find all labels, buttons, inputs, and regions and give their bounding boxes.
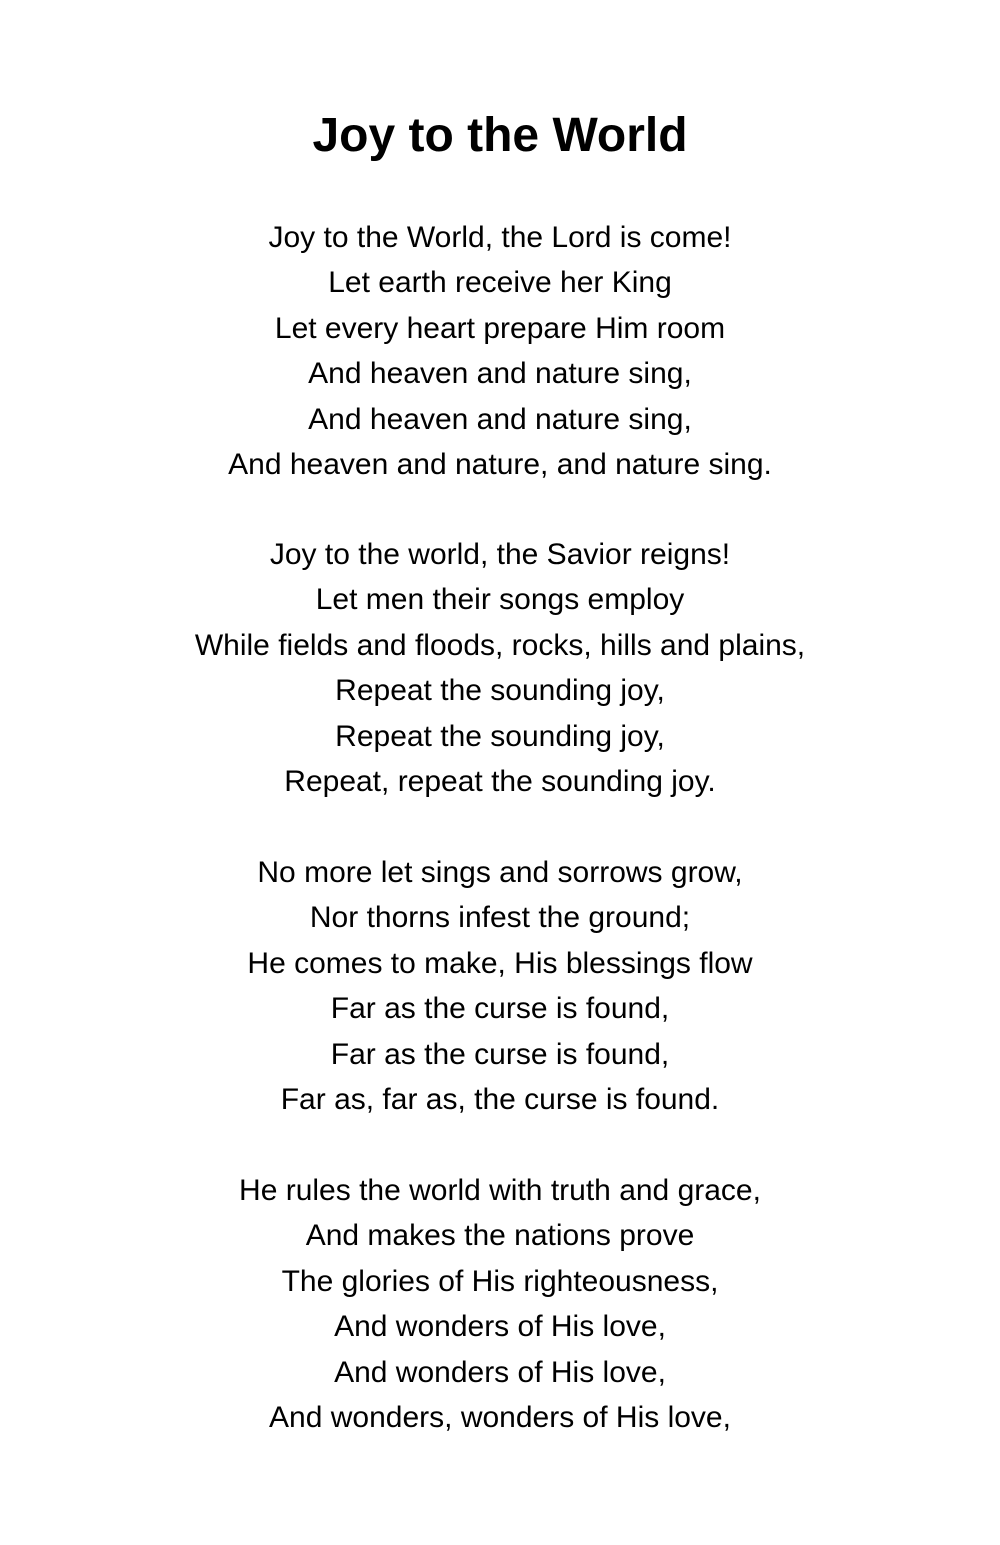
lyric-line: Repeat the sounding joy, — [335, 674, 665, 708]
lyric-line: While fields and floods, rocks, hills and plains, — [194, 628, 806, 662]
song-title: Joy to the World — [312, 109, 688, 162]
lyric-line: And heaven and nature, and nature sing. — [228, 448, 772, 482]
lyric-line: Repeat, repeat the sounding joy. — [284, 765, 716, 799]
lyric-line: And wonders of His love, — [334, 1355, 666, 1389]
lyric-line: The glories of His righteousness, — [281, 1264, 719, 1298]
lyric-line: He rules the world with truth and grace, — [239, 1174, 761, 1207]
lyric-line: Joy to the world, the Savior reigns! — [269, 538, 731, 571]
lyric-line: And wonders of His love, — [334, 1310, 666, 1344]
lyric-line: No more let sings and sorrows grow, — [257, 856, 743, 889]
lyric-line: He comes to make, His blessings flow — [247, 946, 753, 980]
stanza-4 — [0, 1168, 1000, 1440]
lyric-line: Far as, far as, the curse is found. — [280, 1083, 720, 1117]
stanza-3 — [0, 850, 1000, 1122]
lyric-line: Let men their songs employ — [315, 583, 685, 617]
lyric-line: Repeat the sounding joy, — [335, 719, 665, 753]
lyric-line: Let earth receive her King — [328, 266, 672, 300]
stanza-1 — [0, 215, 1000, 487]
lyric-line: And heaven and nature sing, — [308, 402, 692, 436]
lyric-line: Nor thorns infest the ground; — [309, 901, 691, 935]
lyric-line: Joy to the World, the Lord is come! — [268, 221, 732, 254]
stanza-2 — [0, 532, 1000, 804]
lyric-line: And heaven and nature sing, — [308, 357, 692, 391]
lyric-line: Far as the curse is found, — [330, 1037, 670, 1071]
lyric-line: And makes the nations prove — [305, 1219, 695, 1253]
lyric-line: Far as the curse is found, — [330, 992, 670, 1026]
lyric-line: And wonders, wonders of His love, — [269, 1401, 731, 1435]
lyric-line: Let every heart prepare Him room — [274, 311, 726, 345]
